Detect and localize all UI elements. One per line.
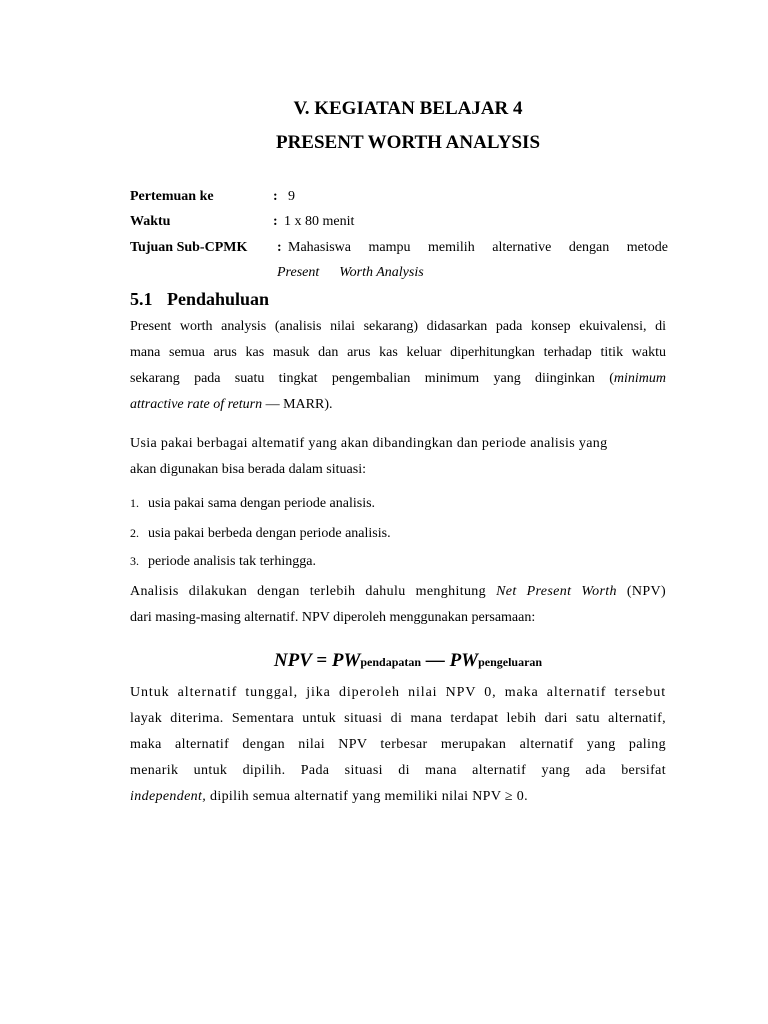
- chapter-subtitle: PRESENT WORTH ANALYSIS: [275, 132, 541, 153]
- paragraph1-line4-text: — MARR).: [262, 397, 333, 412]
- formula-sub-pendapatan: pendapatan: [360, 655, 422, 669]
- meta-tujuan-value-line2: [277, 265, 424, 281]
- section-title: Pendahuluan: [167, 289, 270, 309]
- paragraph3-line1: [130, 583, 666, 601]
- meta-tujuan-colon: :: [277, 240, 282, 255]
- list-item: [130, 554, 316, 570]
- paragraph3-line1-end: (NPV): [616, 584, 666, 599]
- meta-waktu-value: 1 x 80 menit: [284, 214, 355, 229]
- meta-pertemuan-label: Pertemuan ke: [130, 189, 214, 204]
- list-item-number: 2.: [130, 526, 139, 540]
- paragraph1-line4-italic: attractive rate of return: [130, 397, 263, 412]
- paragraph3-line1-italic: Net Present Worth: [496, 584, 617, 599]
- meta-waktu-label: Waktu: [130, 214, 171, 229]
- list-item-text: periode analisis tak terhingga.: [148, 554, 316, 569]
- paragraph2-line1: Usia pakai berbagai altematif yang akan dibandingkan dan periode analisis yang: [130, 436, 608, 451]
- list-item: [130, 496, 375, 512]
- list-item-text: usia pakai sama dengan periode analisis.: [148, 496, 376, 511]
- paragraph2-line2: akan digunakan bisa berada dalam situasi:: [130, 462, 366, 477]
- paragraph4-line1: Untuk alternatif tunggal, jika diperoleh nilai NPV 0, maka alternatif tersebut: [130, 685, 666, 700]
- paragraph1-line3-text: sekarang pada suatu tingkat pengembalian minimum yang diinginkan (: [130, 371, 614, 386]
- paragraph1-line3-italic: minimum: [613, 371, 666, 386]
- formula-lhs: NPV = PW: [273, 650, 361, 671]
- meta-pertemuan-value: 9: [288, 189, 295, 204]
- paragraph4-line4: menarik untuk dipilih. Pada situasi di mana alternatif yang ada bersifat: [130, 763, 666, 778]
- paragraph3-line1-text: Analisis dilakukan dengan terlebih dahulu menghitung: [130, 584, 497, 599]
- paragraph4-line5-italic: independent,: [130, 789, 207, 804]
- section-heading: [130, 289, 269, 310]
- paragraph4-line3: maka alternatif dengan nilai NPV terbesar merupakan alternatif yang paling: [130, 737, 666, 752]
- meta-tujuan-value: Mahasiswa mampu memilih alternative dengan metode: [288, 240, 668, 255]
- paragraph1-line4: [130, 396, 666, 414]
- chapter-title: V. KEGIATAN BELAJAR 4: [293, 98, 523, 119]
- meta-tujuan-present: Present: [277, 265, 320, 280]
- paragraph1-line3: [130, 370, 666, 388]
- formula-sub-pengeluaran: pengeluaran: [478, 655, 543, 669]
- section-number: 5.1: [130, 289, 153, 309]
- list-item-text: usia pakai berbeda dengan periode analisis.: [148, 526, 391, 541]
- paragraph4-line5: [130, 788, 666, 806]
- meta-pertemuan-colon: :: [273, 189, 278, 204]
- paragraph4-line5-text: dipilih semua alternatif yang memiliki nilai NPV ≥ 0.: [206, 789, 528, 804]
- meta-tujuan-label: Tujuan Sub-CPMK: [130, 240, 248, 255]
- paragraph1-line1: Present worth analysis (analisis nilai sekarang) didasarkan pada konsep ekuivalensi, di: [130, 319, 666, 334]
- meta-waktu-colon: :: [273, 214, 278, 229]
- formula-minus: — PW: [421, 650, 479, 671]
- list-item-number: 1.: [130, 496, 139, 510]
- paragraph1-line2: mana semua arus kas masuk dan arus kas keluar diperhitungkan terhadap titik waktu: [130, 345, 666, 360]
- list-item-number: 3.: [130, 554, 139, 568]
- npv-formula: [0, 650, 768, 672]
- paragraph4-line2: layak diterima. Sementara untuk situasi di mana terdapat lebih dari satu alternatif,: [130, 711, 666, 726]
- meta-tujuan-worth-analysis: Worth Analysis: [339, 265, 424, 280]
- list-item: [130, 526, 391, 542]
- paragraph3-line2: dari masing-masing alternatif. NPV diperoleh menggunakan persamaan:: [130, 610, 536, 625]
